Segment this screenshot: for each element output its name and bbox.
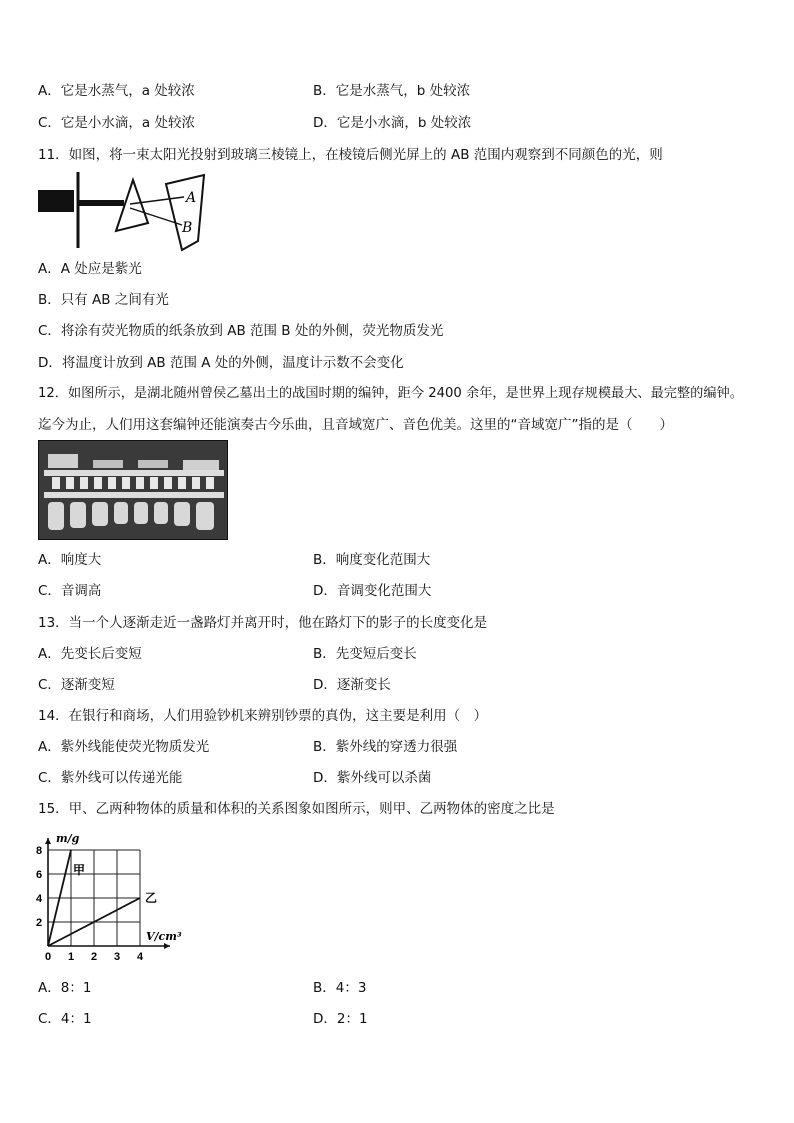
bianzhong-photo [38,440,228,540]
q14-option-d: D．紫外线可以杀菌 [313,770,432,786]
light-screen [166,175,204,250]
y-tick-label: 6 [36,869,43,881]
q11-option-b: B．只有 AB 之间有光 [38,292,169,308]
x-tick-label: 1 [68,951,75,963]
q12-option-a: A．响度大 [38,552,102,568]
q14-option-a: A．紫外线能使荧光物质发光 [38,739,210,755]
q11-stem: 11．如图，将一束太阳光投射到玻璃三棱镜上，在棱镜后侧光屏上的 AB 范围内观察到不同颜色的光，则 [38,147,663,163]
ray-to-a [130,197,184,204]
q12-stem-line2: 迄今为止，人们用这套编钟还能演奏古今乐曲，且音域宽广、音色优美。这里的“音域宽广”指的是（ ） [38,417,673,433]
q15-option-d: D．2：1 [313,1011,368,1027]
q11-option-d: D．将温度计放到 AB 范围 A 处的外侧，温度计示数不会变化 [38,355,404,371]
q15-option-a: A．8：1 [38,980,92,996]
q11-option-c: C．将涂有荧光物质的纸条放到 AB 范围 B 处的外侧，荧光物质发光 [38,323,444,339]
light-beam [78,200,124,206]
q13-option-a: A．先变长后变短 [38,646,142,662]
y-tick-label: 4 [36,893,43,905]
q12-stem-line1: 12．如图所示，是湖北随州曾侯乙墓出土的战国时期的编钟，距今 2400 余年，是世界上现存规模最大、最完整的编钟。 [38,386,743,401]
q12-option-c: C．音调高 [38,583,102,599]
q10-option-d: D．它是小水滴，b 处较浓 [313,115,472,131]
series-label-yi: 乙 [145,891,158,905]
x-tick-label: 3 [114,951,121,963]
q15-stem: 15．甲、乙两种物体的质量和体积的关系图象如图所示，则甲、乙两物体的密度之比是 [38,801,555,817]
q13-option-c: C．逐渐变短 [38,677,115,693]
q14-option-b: B．紫外线的穿透力很强 [313,739,458,755]
x-axis-label: V/cm³ [146,930,182,943]
q13-option-d: D．逐渐变长 [313,677,391,693]
prism-figure [38,168,214,252]
label-b: B [182,220,193,236]
light-source [38,190,74,212]
q12-option-b: B．响度变化范围大 [313,552,431,568]
q10-option-c: C．它是小水滴，a 处较浓 [38,115,195,131]
q14-stem: 14．在银行和商场，人们用验钞机来辨别钞票的真伪，这主要是利用（ ） [38,708,488,724]
q11-option-a: A．A 处应是紫光 [38,261,142,277]
y-tick-label: 8 [36,845,43,857]
y-tick-label: 2 [36,917,43,929]
x-tick-label: 4 [137,951,144,963]
q13-stem: 13．当一个人逐渐走近一盏路灯并离开时，他在路灯下的影子的长度变化是 [38,615,488,631]
x-axis-arrow [164,943,170,949]
q12-option-d: D．音调变化范围大 [313,583,432,599]
y-axis-arrow [45,838,51,844]
x-tick-label: 0 [45,951,52,963]
q13-option-b: B．先变短后变长 [313,646,417,662]
q10-option-a: A．它是水蒸气，a 处较浓 [38,83,195,99]
q15-option-c: C．4：1 [38,1011,92,1027]
q10-option-b: B．它是水蒸气，b 处较浓 [313,83,471,99]
series-label-jia: 甲 [73,863,86,877]
q15-option-b: B．4：3 [313,980,367,996]
q14-option-c: C．紫外线可以传递光能 [38,770,183,786]
label-a: A [186,190,197,206]
x-tick-label: 2 [91,951,98,963]
mass-volume-chart [34,828,190,966]
y-axis-label: m/g [56,832,80,845]
